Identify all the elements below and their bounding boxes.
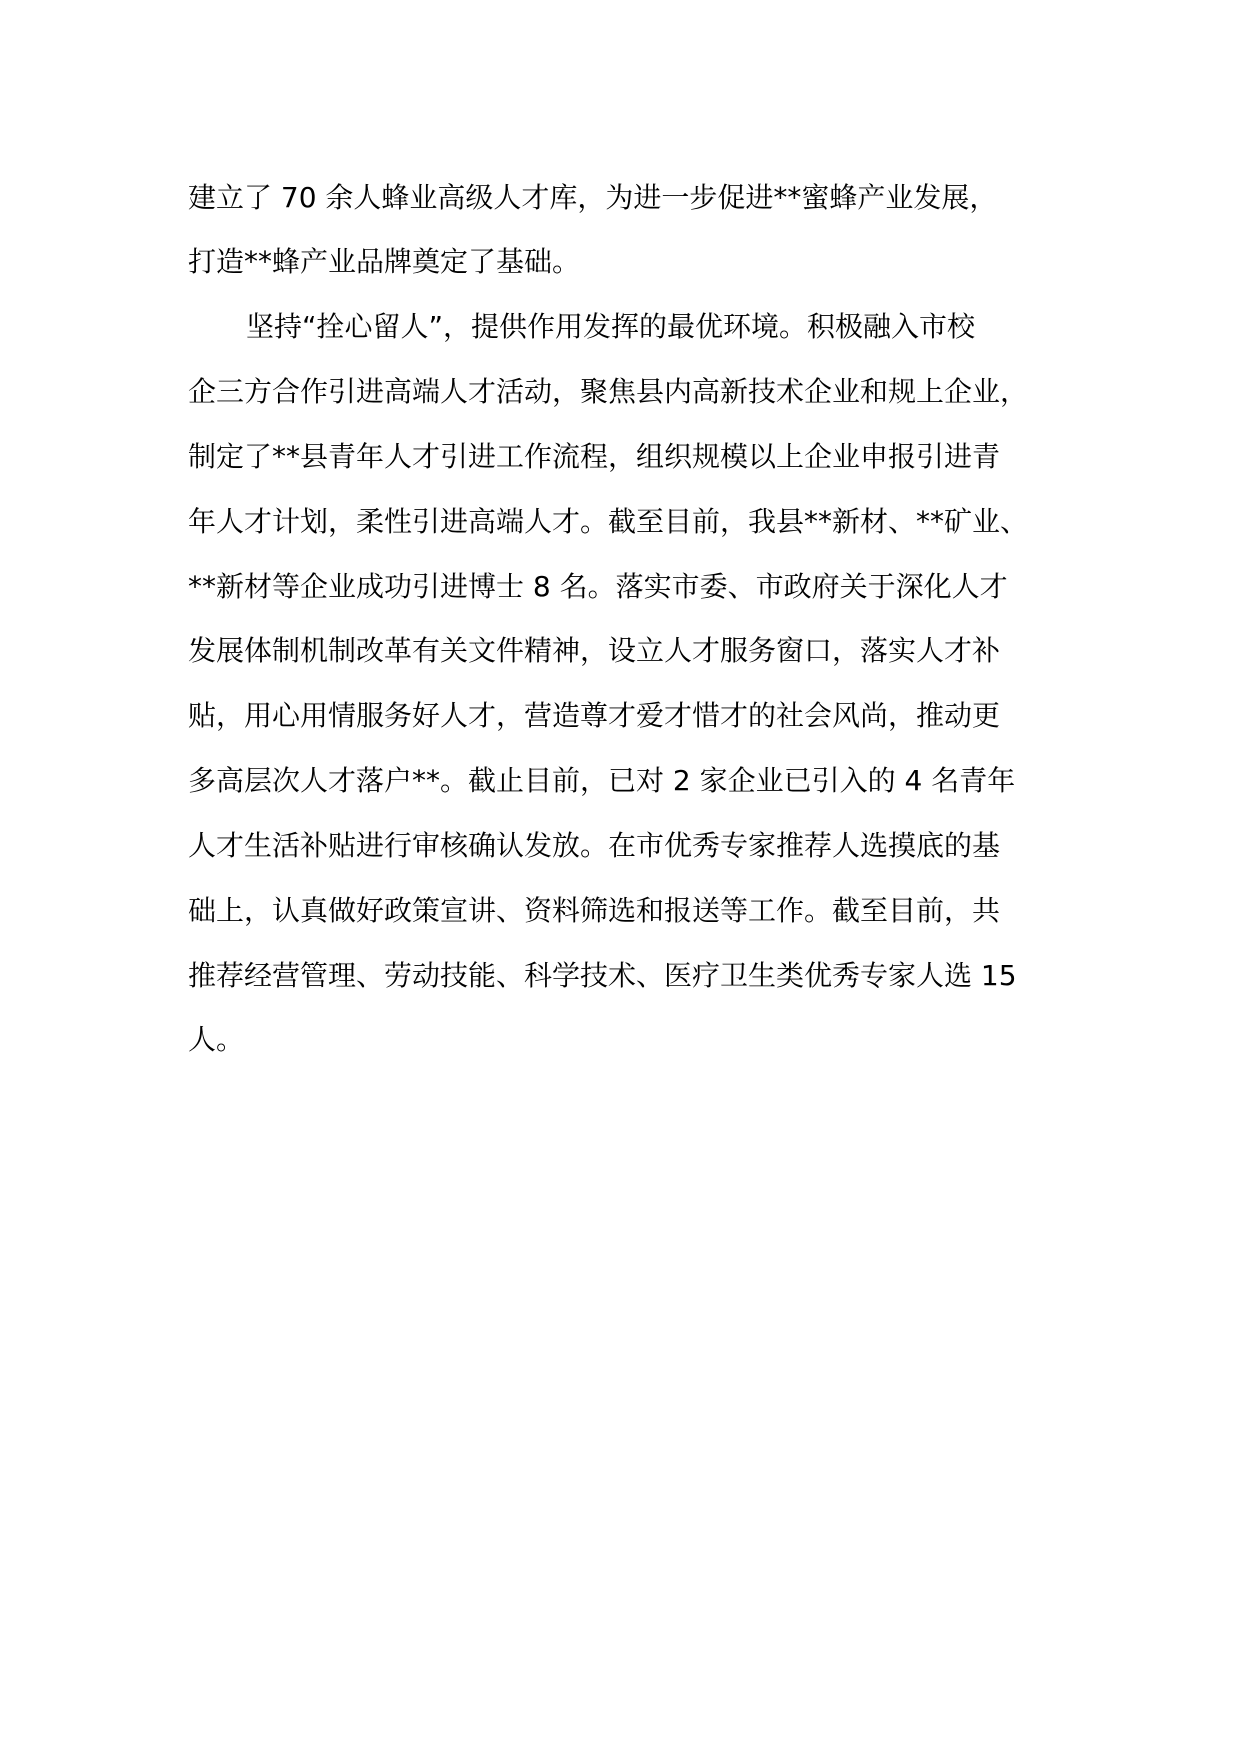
paragraph-2-line-5: **新材等企业成功引进博士 8 名。落实市委、市政府关于深化人才 xyxy=(188,570,1008,603)
paragraph-1-line-1: 建立了 70 余人蜂业高级人才库，为进一步促进**蜜蜂产业发展， xyxy=(188,181,998,214)
paragraph-2-line-4: 年人才计划，柔性引进高端人才。截至目前，我县**新材、**矿业、 xyxy=(188,505,1029,538)
paragraph-2-line-1: 坚持“拴心留人”，提供作用发挥的最优环境。积极融入市校 xyxy=(246,310,976,343)
paragraph-1-line-2: 打造**蜂产业品牌奠定了基础。 xyxy=(188,245,581,278)
paragraph-2-line-9: 人才生活补贴进行审核确认发放。在市优秀专家推荐人选摸底的基 xyxy=(188,829,1001,862)
paragraph-2-line-8: 多高层次人才落户**。截止目前，已对 2 家企业已引入的 4 名青年 xyxy=(188,764,1016,797)
paragraph-2-line-12: 人。 xyxy=(188,1023,245,1056)
paragraph-2-line-2: 企三方合作引进高端人才活动，聚焦县内高新技术企业和规上企业， xyxy=(188,375,1029,408)
paragraph-2-line-11: 推荐经营管理、劳动技能、科学技术、医疗卫生类优秀专家人选 15 xyxy=(188,959,1017,992)
paragraph-2-line-3: 制定了**县青年人才引进工作流程，组织规模以上企业申报引进青 xyxy=(188,440,1001,473)
paragraph-2-line-10: 础上，认真做好政策宣讲、资料筛选和报送等工作。截至目前，共 xyxy=(188,894,1001,927)
paragraph-2-line-7: 贴，用心用情服务好人才，营造尊才爱才惜才的社会风尚，推动更 xyxy=(188,699,1001,732)
paragraph-2-line-6: 发展体制机制改革有关文件精神，设立人才服务窗口，落实人才补 xyxy=(188,634,1001,667)
